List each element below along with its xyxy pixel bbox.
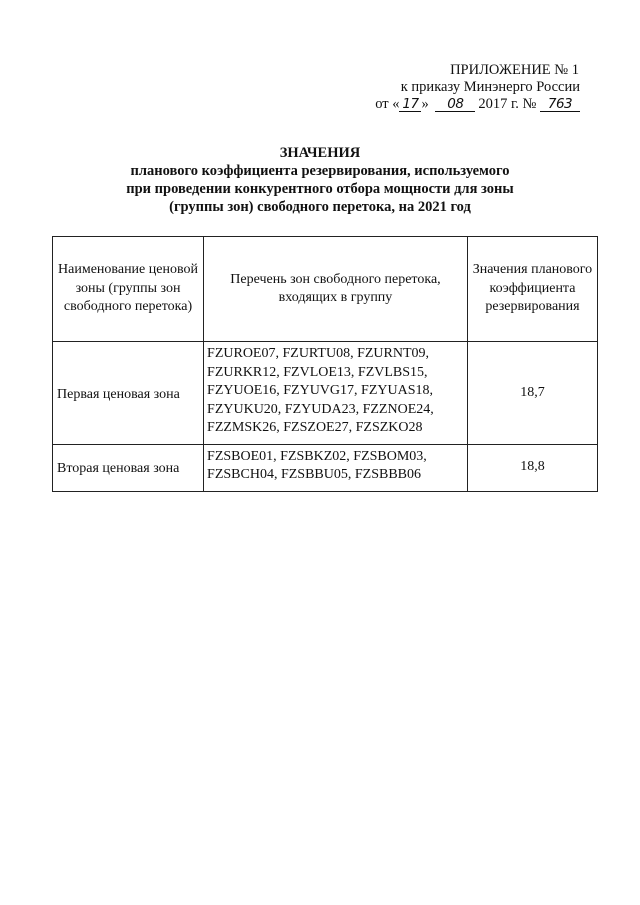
heading-line: планового коэффициента резервирования, используемого [130, 163, 510, 179]
zone-list-line: FZUROE07, FZURTU08, FZURNT09, [207, 346, 430, 361]
zone-list-line: FZURKR12, FZVLOE13, FZVLBS15, [207, 364, 428, 380]
appendix-date-line [300, 96, 580, 113]
appendix-title: ПРИЛОЖЕНИЕ № 1 [450, 62, 579, 78]
handwritten-order-number: 763 [540, 97, 580, 112]
zone-list-line: FZSBCH04, FZSBBU05, FZSBBB06 [207, 467, 421, 482]
zone-list-line: FZYUOE16, FZYUVG17, FZYUAS18, [207, 383, 433, 398]
coefficient-value-cell: 18,8 [467, 444, 597, 491]
zone-list-cell [204, 342, 468, 445]
column-header-value: Значения планового коэффициента резервирования [467, 237, 597, 342]
date-mid: » [421, 96, 429, 112]
column-header-zone: Наименование ценовой зоны (группы зон свободного перетока) [53, 237, 204, 342]
heading-title: ЗНАЧЕНИЯ [279, 145, 361, 161]
date-prefix: от « [375, 96, 400, 112]
appendix-block [300, 62, 580, 113]
zone-name-cell: Первая ценовая зона [53, 342, 204, 445]
column-header-list: Перечень зон свободного перетока, входящих в группу [204, 237, 468, 342]
heading-line: при проведении конкурентного отбора мощности для зоны [126, 181, 514, 197]
zone-list-line: FZSBOE01, FZSBKZ02, FZSBOM03, [207, 448, 427, 464]
appendix-order: к приказу Минэнерго России [400, 79, 580, 95]
zone-list-cell [204, 444, 468, 491]
zone-name-cell: Вторая ценовая зона [53, 444, 204, 491]
document-heading [60, 144, 580, 216]
zone-list-line: FZZMSK26, FZSZOE27, FZSZKO28 [207, 420, 423, 435]
date-year: 2017 г. № [478, 96, 537, 112]
handwritten-day: 17 [399, 97, 421, 112]
zone-list-line: FZYUKU20, FZYUDA23, FZZNOE24, [207, 401, 434, 417]
handwritten-month: 08 [435, 97, 475, 112]
heading-line: (группы зон) свободного перетока, на 2021 год [169, 199, 471, 215]
table-header-row [53, 237, 598, 342]
table-row [53, 444, 598, 491]
table-row [53, 342, 598, 445]
coefficient-value-cell: 18,7 [467, 342, 597, 445]
reserve-coefficient-table [52, 236, 598, 492]
